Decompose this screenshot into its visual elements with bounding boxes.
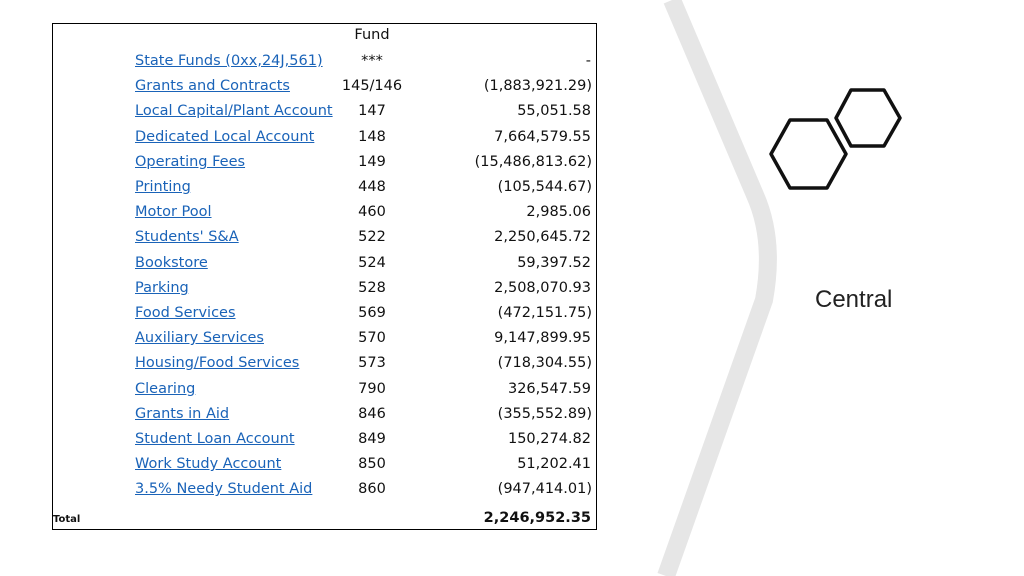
amount-value: 55,051.58 (517, 103, 591, 120)
amount-value: (105,544.67) (497, 179, 592, 195)
account-link[interactable]: Clearing (135, 380, 196, 397)
account-link[interactable]: State Funds (0xx,24J,561) (135, 53, 323, 69)
account-link[interactable]: Dedicated Local Account (135, 128, 315, 145)
amount-value: 51,202.41 (517, 456, 591, 473)
total-label: Total (53, 514, 81, 525)
table-row (53, 126, 596, 148)
account-link[interactable]: Grants and Contracts (135, 78, 290, 95)
table-row (53, 478, 596, 500)
fund-number: *** (361, 53, 383, 69)
table-row (53, 201, 596, 223)
amount-value: 150,274.82 (507, 431, 591, 447)
fund-number: 522 (358, 229, 386, 246)
amount-value: 2,508,070.93 (494, 279, 591, 296)
account-link[interactable]: Grants in Aid (135, 405, 230, 422)
account-link[interactable]: Housing/Food Services (135, 355, 300, 372)
amount-value: (947,414.01) (497, 481, 592, 498)
account-link[interactable]: Bookstore (135, 254, 208, 271)
amount-value: 9,147,899.95 (494, 330, 591, 347)
amount-value: (355,552.89) (497, 405, 592, 422)
table-row (53, 75, 596, 97)
table-header (53, 27, 596, 47)
table-row (53, 302, 596, 324)
fund-number: 846 (358, 405, 386, 422)
table-row (53, 226, 596, 248)
fund-number: 573 (358, 355, 386, 372)
table-row (53, 100, 596, 122)
fund-number: 145/146 (341, 78, 403, 95)
amount-value: (1,883,921.29) (483, 78, 592, 95)
fund-number: 570 (358, 330, 386, 347)
amount-value: - (585, 53, 591, 69)
fund-number: 148 (358, 128, 386, 145)
fund-number: 147 (358, 103, 386, 120)
fund-column-header: Fund (354, 27, 390, 43)
hexagon-small-icon (836, 90, 900, 146)
total-amount: 2,246,952.35 (483, 510, 591, 526)
amount-value: (718,304.55) (497, 355, 592, 372)
fund-number: 849 (358, 431, 386, 447)
table-row (53, 151, 596, 173)
amount-value: 326,547.59 (507, 380, 591, 397)
fund-number: 790 (358, 380, 386, 397)
central-label: Central (815, 286, 893, 313)
table-row (53, 252, 596, 274)
fund-number: 448 (358, 179, 386, 195)
account-link[interactable]: Student Loan Account (135, 431, 295, 447)
total-row (53, 507, 596, 529)
fund-number: 569 (358, 305, 386, 321)
fund-number: 528 (358, 279, 386, 296)
table-row (53, 50, 596, 72)
hexagon-large-icon (771, 120, 846, 188)
fund-balance-table (52, 23, 597, 530)
table-row (53, 277, 596, 299)
fund-number: 460 (358, 204, 386, 221)
account-link[interactable]: Auxiliary Services (135, 330, 264, 347)
amount-value: 59,397.52 (517, 254, 591, 271)
table-row (53, 327, 596, 349)
table-row (53, 352, 596, 374)
account-link[interactable]: Local Capital/Plant Account (135, 103, 333, 120)
account-link[interactable]: Operating Fees (135, 153, 246, 170)
table-row (53, 378, 596, 400)
amount-value: (472,151.75) (497, 305, 592, 321)
account-link[interactable]: 3.5% Needy Student Aid (135, 481, 313, 498)
table-row (53, 453, 596, 475)
table-row (53, 428, 596, 450)
account-link[interactable]: Work Study Account (135, 456, 282, 473)
table-row (53, 176, 596, 198)
fund-number: 149 (358, 153, 386, 170)
amount-value: 2,985.06 (526, 204, 591, 221)
fund-number: 524 (358, 254, 386, 271)
account-link[interactable]: Printing (135, 179, 191, 195)
amount-value: 7,664,579.55 (494, 128, 591, 145)
arc-stroke (666, 0, 768, 576)
fund-number: 850 (358, 456, 386, 473)
account-link[interactable]: Food Services (135, 305, 236, 321)
account-link[interactable]: Parking (135, 279, 189, 296)
amount-value: 2,250,645.72 (494, 229, 591, 246)
amount-value: (15,486,813.62) (474, 153, 592, 170)
account-link[interactable]: Motor Pool (135, 204, 212, 221)
table-row (53, 403, 596, 425)
fund-number: 860 (358, 481, 386, 498)
account-link[interactable]: Students' S&A (135, 229, 239, 246)
